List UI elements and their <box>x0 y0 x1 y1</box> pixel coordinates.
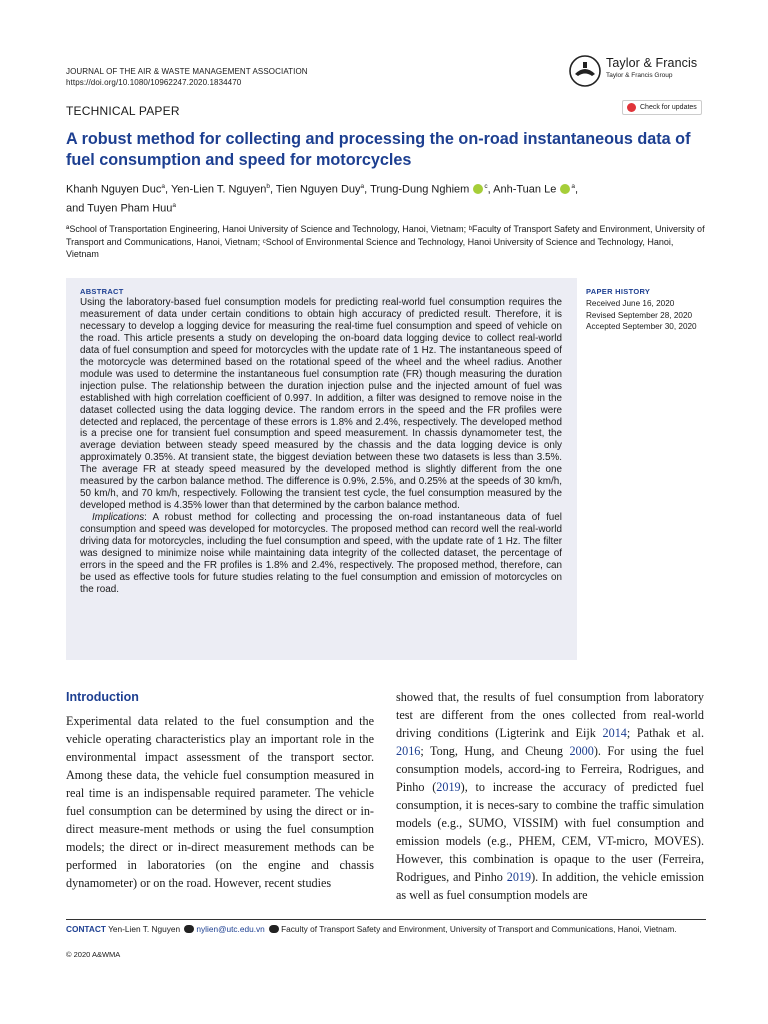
article-type: TECHNICAL PAPER <box>66 104 180 118</box>
abstract-implications <box>80 512 562 596</box>
article-title: A robust method for collecting and processing the on-road instantaneous data of fuel consumption and speed for motorcycles <box>66 130 691 169</box>
check-updates-button[interactable] <box>622 100 702 115</box>
section-heading: Introduction <box>66 690 139 704</box>
affiliations: ªSchool of Transportation Engineering, Hanoi University of Science and Technology, Hanoi, Vietnam; ᵇFaculty of Transport Safety and Environment, University of Transport and Communications, Hanoi, Vietnam; ᶜSchool of Environmental Science and Technology, Hanoi University of Science and Technology, Hanoi, Vietnam <box>66 224 705 259</box>
crossmark-icon <box>627 103 636 112</box>
affil-marker: a <box>161 183 166 190</box>
history-heading: PAPER HISTORY <box>586 287 651 296</box>
revised-date: Revised September 28, 2020 <box>586 310 693 320</box>
body-text: ), to increase the accuracy of predicted fuel consumption, it is neces-sary to combine the traffic simulation models (e.g., SUMO, VISSIM) with fuel consumption and emission models (e.g., PHEM, CEM, VT-micro, MOVES). However, this combination is opaque to the user (Ferreira, Rodrigues, and Pinho <box>396 780 704 884</box>
contact-label: CONTACT <box>66 924 106 934</box>
citation-link[interactable]: 2000 <box>569 744 594 758</box>
citation-link[interactable]: 2019 <box>436 780 461 794</box>
citation-link[interactable]: 2019 <box>506 870 532 884</box>
affil-marker: a <box>571 183 576 190</box>
check-updates-label: Check for updates <box>640 104 697 111</box>
abstract-body: Using the laboratory-based fuel consumption models for predicting real-world fuel consumption requires the measurement of data under certain conditions to obtain high accuracy of predicted result. Therefore, it is necessary to develop a logging device for measuring the real-time fuel consumption and speed of vehicle on the road. This article presents a study on developing the on-board data logging device to collect real-world data of fuel consumption and speed for motorcycles with the update rate of 1 Hz. The instantaneous speed of the motorcycle was determined based on the rotational speed of the wheel and the wheel radius. Another module was used to determine the instantaneous fuel consumption rate (FR) though measuring the duration injection pulse. The relationship between the duration injection pulse and the injected amount of fuel was established with high correlation coefficient of 0.997. In addition, a filter was designed to remove noise in the dataset collected using the data logging device. The random errors in the speed and the FR profiles were detected and replaced, the percentage of these errors is 1.8% and 2.4%, respectively. The developed method is a precise one for transient fuel consumption and speed measurement. In chassis dynamometer test, the average deviation between steady speed measured by the chassis and the data logging device is only approximately 0.35%. At transient state, the biggest deviation between these two datasets is less than 3.5%. The average FR at steady speed measured by the developed method is slightly different from the one measured by the carbon balance method. The difference is 0.9%, 2.5%, and 0.25% at the speeds of 30 km/h, 50 km/h, and 70 km/h, respectively. Following the transient test cycle, the fuel consumption measured by the developed method is 4.35% lower than that determined by the carbon balance method. <box>80 297 562 512</box>
body-text: ; Pathak et al. <box>626 726 704 740</box>
tf-lamp-icon <box>568 54 602 88</box>
author-name[interactable]: Tien Nguyen Duy <box>275 183 361 196</box>
author-name[interactable]: Yen-Lien T. Nguyen <box>170 183 267 196</box>
publisher-group: Taylor & Francis Group <box>606 72 673 79</box>
journal-header <box>66 66 308 88</box>
body-text: ). In addition, the vehicle emission as well as fuel consumption models are <box>396 870 704 902</box>
implications-label: Implications <box>92 512 145 524</box>
journal-name: JOURNAL OF THE AIR & WASTE MANAGEMENT ASSOCIATION <box>66 67 308 76</box>
orcid-icon[interactable] <box>560 184 570 194</box>
author-list: Khanh Nguyen Duc$^a$, Yen-Lien T. Nguyen$^b$, Tien Nguyen Duy$^a$, Trung-Dung Nghiem $^c$, Anh-Tuan Le $^a$, and Tuyen Pham Huu$^a$ <box>66 183 579 215</box>
doi-link[interactable]: https://doi.org/10.1080/10962247.2020.1834470 <box>66 78 242 87</box>
citation-link[interactable]: 2016 <box>396 744 421 758</box>
received-date: Received June 16, 2020 <box>586 299 675 308</box>
address-icon <box>269 925 279 933</box>
author-name[interactable]: Anh-Tuan Le <box>493 183 557 196</box>
implications-text: : A robust method for collecting and processing the on-road instantaneous data of fuel consumption and speed was developed for motorcycles. The proposed method can record well the real-world driving data for motorcycles, including the fuel consumption and speed, with the update rate of 1 Hz. The filter was designed to minimize noise while maintaining data integrity of the collected dataset, the percentage of errors in the speed and the FR profiles is 1.8% and 2.4%, respectively. The proposed method, therefore, can be used as effective tools for future studies relating to the fuel consumption and emission of motorcycles on the road. <box>80 512 562 595</box>
body-text: showed that, the results of fuel consumption from laboratory test are different from the ones collected from real-world driving conditions (Ligterink and Eijk <box>396 690 704 740</box>
author-name[interactable]: Khanh Nguyen Duc <box>66 183 162 196</box>
affil-marker: c <box>484 183 488 190</box>
body-column-left: Experimental data related to the fuel consumption and the vehicle operating characteristics play an important role in the environmental impact assessment of the transport sector. Among these data, the vehicle fuel consumption measured in real time is an indispensable required parameter. The vehicle fuel consumption can be determined by using the direct or in-direct measure-ment methods or using the fuel consumption models; the direct or in-direct measurement methods can be performed in laboratories (on the engine and chassis dynamometer) or on the road. However, recent studies <box>66 714 374 890</box>
affil-marker: a <box>360 183 365 190</box>
paper-history <box>586 298 697 333</box>
abstract-heading: ABSTRACT <box>80 287 124 296</box>
abstract-text <box>80 297 562 596</box>
contact-footnote <box>66 924 706 935</box>
body-text: ; Tong, Hung, and Cheung <box>420 744 570 758</box>
copyright: © 2020 A&WMA <box>66 950 121 959</box>
contact-address: Faculty of Transport Safety and Environment, University of Transport and Communications, Hanoi, Vietnam. <box>281 924 677 934</box>
body-text: ). For using the fuel consumption models, accord-ing to Ferreira, Rodrigues, and Pinho ( <box>396 744 704 794</box>
contact-name: Yen-Lien T. Nguyen <box>108 924 181 934</box>
author-and: and <box>66 202 85 215</box>
affil-marker: a <box>172 201 177 209</box>
orcid-icon[interactable] <box>473 184 483 194</box>
contact-email[interactable]: nylien@utc.edu.vn <box>196 924 265 934</box>
footer-divider <box>66 919 706 920</box>
publisher-name: Taylor & Francis <box>606 56 698 70</box>
body-column-right <box>396 688 704 904</box>
author-name[interactable]: Trung-Dung Nghiem <box>370 183 470 196</box>
affil-marker: b <box>266 183 270 190</box>
citation-link[interactable]: 2014 <box>602 726 627 740</box>
publisher-logo[interactable] <box>568 54 708 88</box>
email-icon <box>184 925 194 933</box>
accepted-date: Accepted September 30, 2020 <box>586 322 697 331</box>
author-name[interactable]: Tuyen Pham Huu <box>87 202 173 215</box>
